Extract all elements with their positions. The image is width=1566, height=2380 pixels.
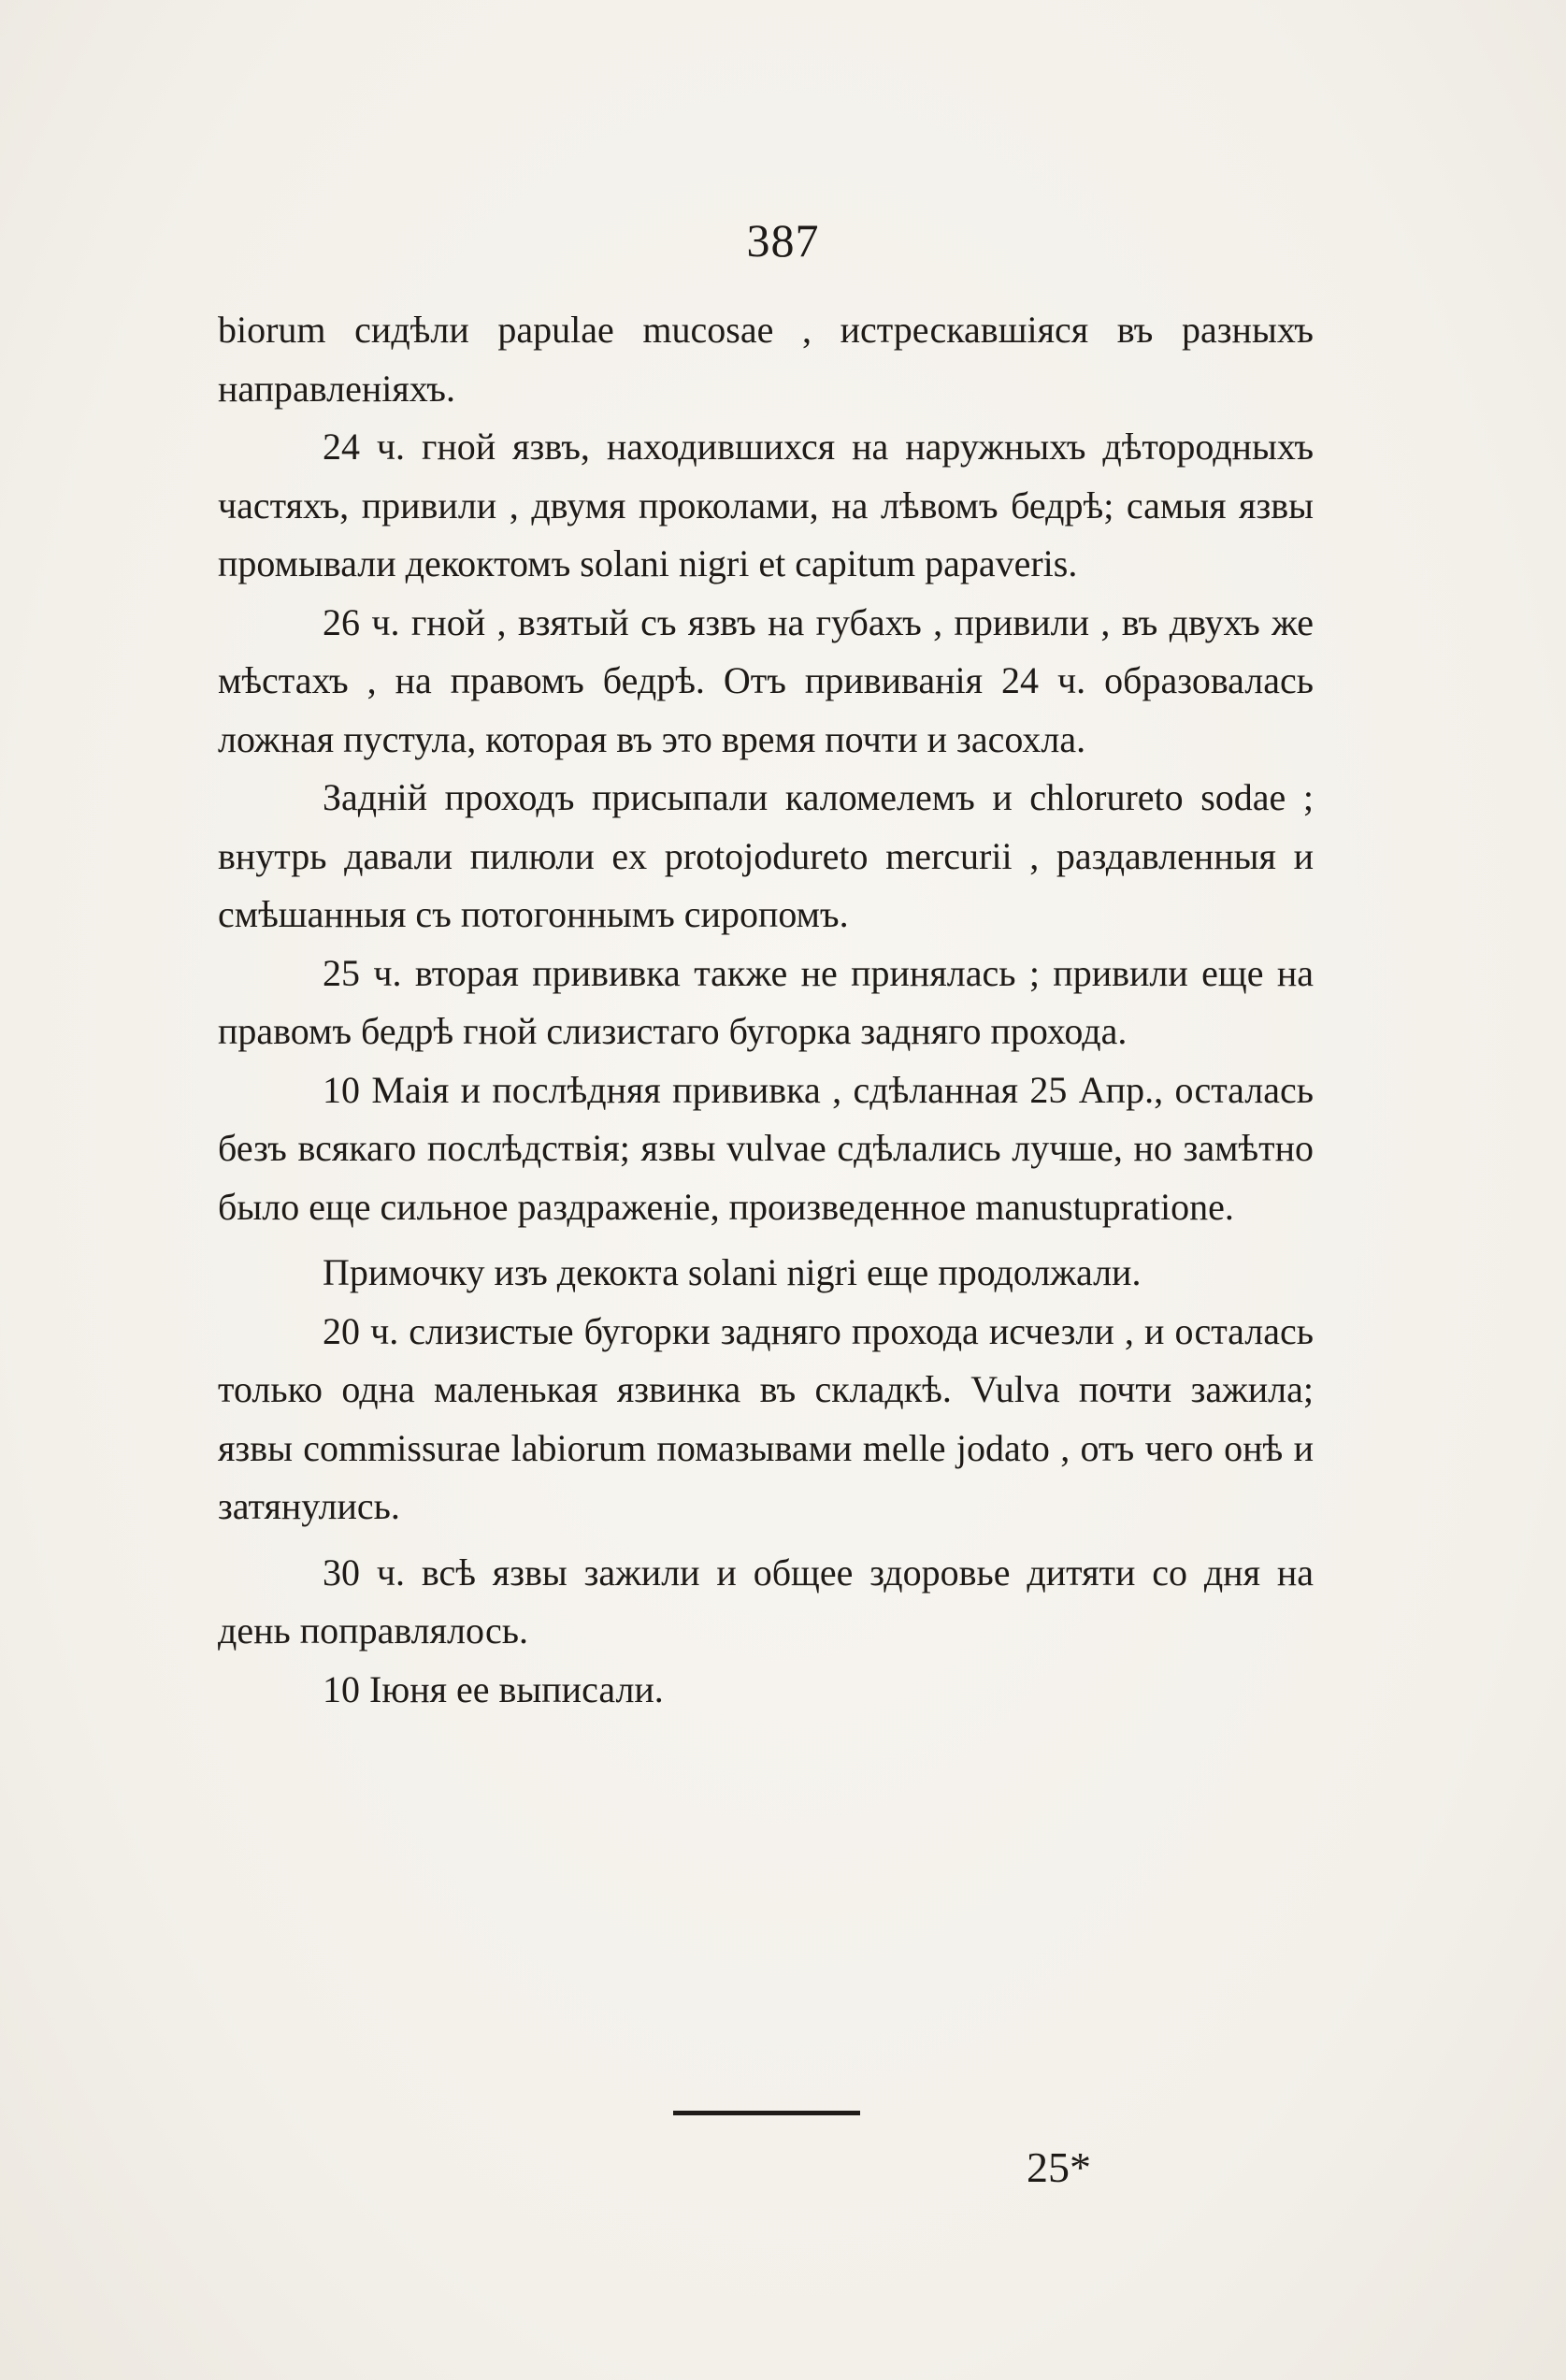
- printer-signature-mark: 25*: [1027, 2143, 1091, 2191]
- paragraph-26: 26 ч. гной , взятый съ язвъ на губахъ , привили , въ двухъ же мѣстахъ , на правомъ бедрѣ. Отъ прививанія 24 ч. образовалась ложная пустула, которая въ это время почти и засохла.: [218, 600, 1314, 760]
- section-rule: [673, 2111, 860, 2115]
- paragraph-lotion: Примочку изъ декокта solani nigri еще продолжали.: [323, 1251, 1142, 1293]
- body-text: [218, 301, 1314, 1719]
- paragraph-24: 24 ч. гной язвъ, находившихся на наружныхъ дѣтородныхъ частяхъ, привили , двумя проколами, на лѣвомъ бедрѣ; самыя язвы промывали декоктомъ solani nigri et capitum papaveris.: [218, 426, 1314, 584]
- paragraph-continuation: biorum сидѣли papulae mucosae , истрескавшіяся въ разныхъ направленіяхъ.: [218, 309, 1314, 410]
- paragraph-10-may: 10 Маія и послѣдняя прививка , сдѣланная 25 Апр., осталась безъ всякаго послѣдствія; язвы vulvae сдѣлались лучше, но замѣтно было еще сильное раздраженіе, произведенное manustupratione.: [218, 1068, 1314, 1228]
- paragraph-30: 30 ч. всѣ язвы зажили и общее здоровье дитяти со дня на день поправлялось.: [218, 1551, 1314, 1652]
- paragraph-10-june: 10 Іюня ее выписали.: [323, 1667, 664, 1710]
- paragraph-25: 25 ч. вторая прививка также не принялась ; привили еще на правомъ бедрѣ гной слизистаго бугорка задняго прохода.: [218, 951, 1314, 1052]
- page-number: 387: [746, 214, 820, 267]
- paragraph-20: 20 ч. слизистые бугорки задняго прохода исчезли , и осталась только одна маленькая язвинка въ складкѣ. Vulva почти зажила; язвы commissurae labiorum помазывами melle jodato , отъ чего онѣ и затянулись.: [218, 1309, 1314, 1527]
- paragraph-treatment: Заднiй проходъ присыпали каломелемъ и chlorureto sodae ; внутрь давали пилюли ex protojodureto mercurii , раздавленныя и смѣшанныя съ потогоннымъ сиропомъ.: [218, 776, 1314, 935]
